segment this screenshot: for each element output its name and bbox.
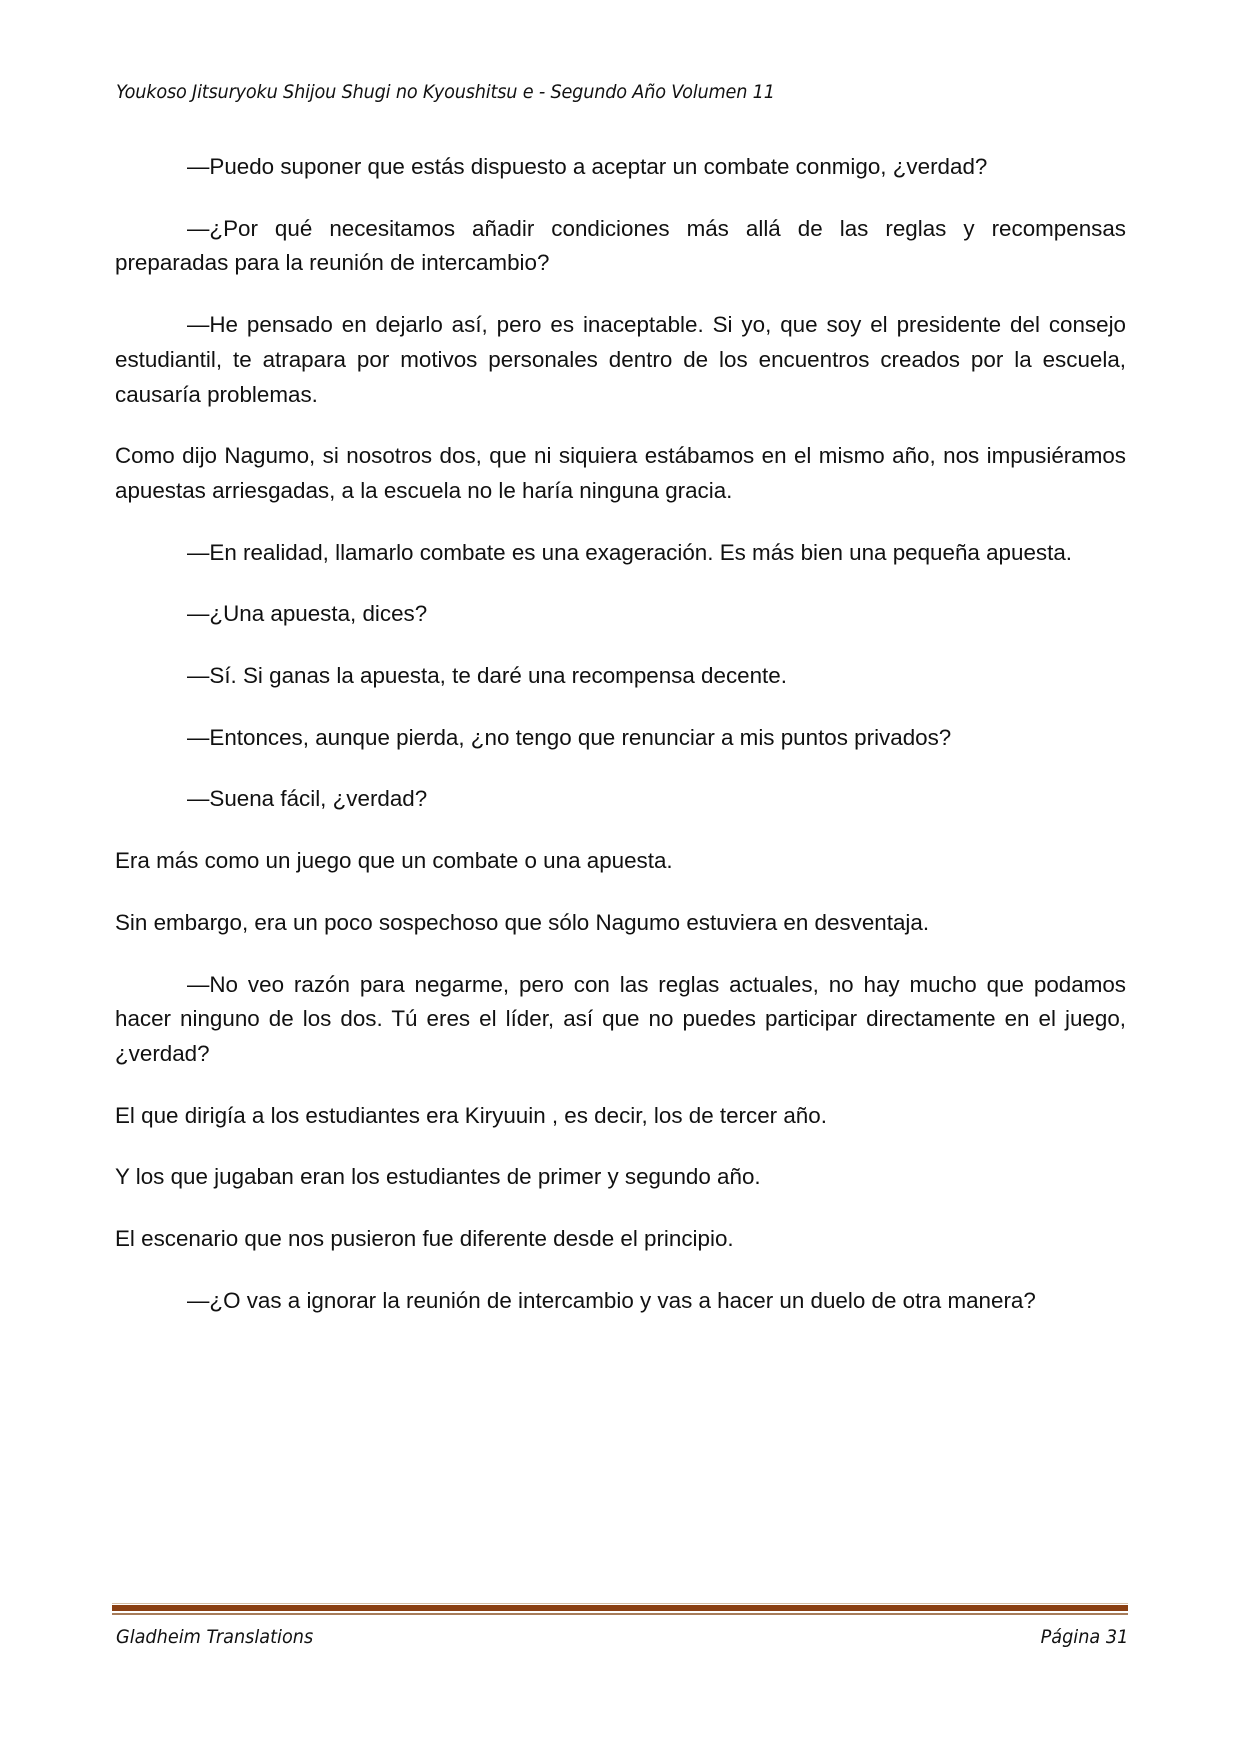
paragraph-dialogue: —No veo razón para negarme, pero con las reglas actuales, no hay mucho que podamos hacer ninguno de los dos. Tú eres el líder, así que no puedes participar directamente en el juego, ¿verdad? bbox=[115, 971, 1126, 1066]
footer-rule-bottom-line bbox=[112, 1613, 1128, 1615]
paragraph-narration: Sin embargo, era un poco sospechoso que sólo Nagumo estuviera en desventaja. bbox=[115, 909, 930, 935]
paragraph-dialogue: —Puedo suponer que estás dispuesto a aceptar un combate conmigo, ¿verdad? bbox=[187, 154, 988, 179]
footer-publisher: Gladheim Translations bbox=[116, 1626, 314, 1648]
footer-page-number: Página 31 bbox=[1040, 1626, 1128, 1648]
footer-rule bbox=[112, 1603, 1128, 1615]
paragraph-dialogue: —¿Por qué necesitamos añadir condiciones más allá de las reglas y recompensas preparadas para la reunión de intercambio? bbox=[115, 215, 1126, 276]
body-text bbox=[115, 150, 1126, 1345]
footer-rule-thick-line bbox=[112, 1605, 1128, 1611]
paragraph-dialogue: —Suena fácil, ¿verdad? bbox=[187, 786, 428, 812]
paragraph-narration: Como dijo Nagumo, si nosotros dos, que ni siquiera estábamos en el mismo año, nos impusiéramos apuestas arriesgadas, a la escuela no le haría ninguna gracia. bbox=[115, 443, 1126, 503]
paragraph-dialogue: —En realidad, llamarlo combate es una exageración. Es más bien una pequeña apuesta. bbox=[187, 539, 1072, 565]
footer-rule-top-line bbox=[112, 1603, 1128, 1604]
paragraph-dialogue: —He pensado en dejarlo así, pero es inaceptable. Si yo, que soy el presidente del consejo estudiantil, te atrapara por motivos personales dentro de los encuentros creados por la escuela, causaría problemas. bbox=[115, 312, 1126, 407]
paragraph-narration: El escenario que nos pusieron fue diferente desde el principio. bbox=[115, 1226, 734, 1252]
paragraph-narration: Era más como un juego que un combate o una apuesta. bbox=[115, 848, 673, 874]
paragraph-narration: El que dirigía a los estudiantes era Kiryuuin , es decir, los de tercer año. bbox=[115, 1102, 827, 1128]
paragraph-dialogue: —¿O vas a ignorar la reunión de intercambio y vas a hacer un duelo de otra manera? bbox=[187, 1287, 1036, 1313]
paragraph-dialogue: —Sí. Si ganas la apuesta, te daré una recompensa decente. bbox=[187, 663, 787, 689]
running-header: Youkoso Jitsuryoku Shijou Shugi no Kyoushitsu e - Segundo Año Volumen 11 bbox=[116, 81, 775, 103]
paragraph-narration: Y los que jugaban eran los estudiantes de primer y segundo año. bbox=[115, 1164, 761, 1190]
paragraph-dialogue: —Entonces, aunque pierda, ¿no tengo que renunciar a mis puntos privados? bbox=[187, 724, 952, 750]
paragraph-dialogue: —¿Una apuesta, dices? bbox=[187, 601, 428, 627]
